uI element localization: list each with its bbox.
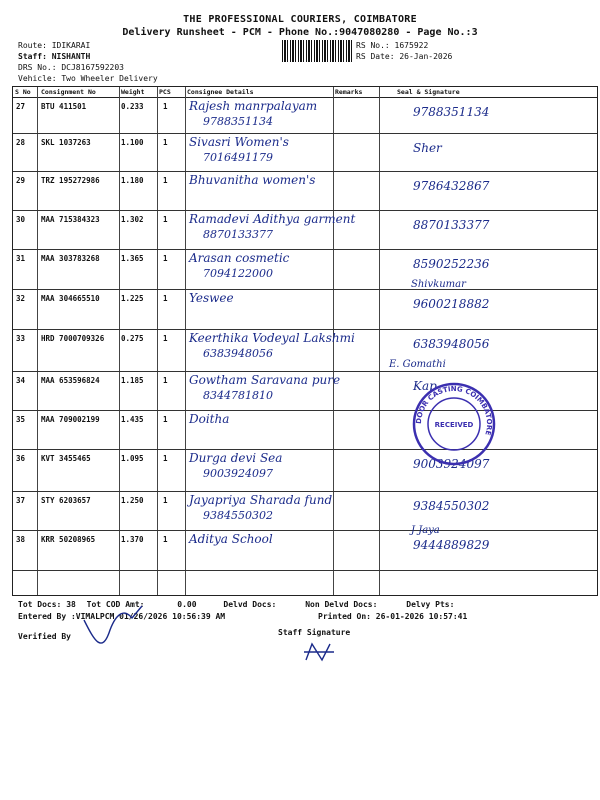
table-row (13, 371, 597, 411)
recipient-signature: 9788351134 (413, 105, 490, 119)
weight-value: 0.275 (121, 334, 144, 343)
col-weight: Weight (121, 88, 145, 96)
serial-number: 32 (16, 294, 26, 303)
consignee-phone-handwriting: 6383948056 (203, 347, 273, 360)
recipient-signature: 8590252236 (413, 257, 490, 271)
tot-cod-value: 0.00 (177, 600, 197, 609)
consignment-number: MAA 304665510 (41, 294, 100, 303)
consignee-phone-handwriting: 8870133377 (203, 228, 273, 241)
consignee-phone-handwriting: 9003924097 (203, 467, 273, 480)
recipient-signature: 8870133377 (413, 218, 490, 232)
stamp-outer-text: DOOR CASTING COIMBATORE (414, 384, 494, 437)
table-row (13, 530, 597, 571)
recipient-signature: 9600218882 (413, 297, 490, 311)
vehicle-line (18, 74, 158, 83)
pcs-value: 1 (163, 254, 168, 263)
recipient-signature: Sher (413, 141, 442, 155)
staff-signature-mark (300, 640, 340, 664)
weight-value: 1.100 (121, 138, 144, 147)
consignment-number: STY 6203657 (41, 496, 91, 505)
consignee-phone-handwriting: 8344781810 (203, 389, 273, 402)
consignee-handwriting: Jayapriya Sharada fund (189, 493, 333, 507)
signature-row-37: J Jaya (411, 525, 440, 536)
entered-by: Entered By :VIMALPCM 01/26/2026 10:56:39 AM (18, 612, 226, 621)
serial-number: 35 (16, 415, 26, 424)
company-title: THE PROFESSIONAL COURIERS, COIMBATORE (183, 14, 417, 25)
staff-signature-label: Staff Signature (278, 628, 351, 637)
consignment-number: TRZ 195272986 (41, 176, 100, 185)
route-line (18, 41, 90, 50)
table-row (13, 171, 597, 211)
pcs-value: 1 (163, 334, 168, 343)
weight-value: 1.250 (121, 496, 144, 505)
barcode (282, 40, 352, 62)
tot-cod-label: Tot COD Amt: (86, 600, 145, 609)
recipient-signature: 6383948056 (413, 337, 490, 351)
pcs-value: 1 (163, 138, 168, 147)
pcs-value: 1 (163, 102, 168, 111)
consignee-handwriting: Durga devi Sea (189, 451, 283, 465)
consignment-number: KRR 50208965 (41, 535, 96, 544)
non-delvd-docs-label: Non Delvd Docs: (305, 600, 378, 609)
consignee-handwriting: Bhuvanitha women's (189, 173, 316, 187)
weight-value: 1.225 (121, 294, 144, 303)
rs-no-value: 1675922 (394, 41, 429, 50)
table-row (13, 133, 597, 172)
table-row (13, 289, 597, 330)
table-row (13, 491, 597, 531)
rs-no-label: RS No.: (356, 41, 390, 50)
serial-number: 37 (16, 496, 26, 505)
weight-value: 1.370 (121, 535, 144, 544)
col-seal-signature: Seal & Signature (397, 88, 460, 96)
serial-number: 38 (16, 535, 26, 544)
consignment-number: HRD 7000709326 (41, 334, 105, 343)
recipient-signature: Kap (413, 379, 437, 393)
runsheet-subtitle: Delivery Runsheet - PCM - Phone No.:9047080280 - Page No.:3 (122, 27, 478, 38)
col-consignee: Consignee Details (187, 88, 254, 96)
serial-number: 36 (16, 454, 26, 463)
weight-value: 0.233 (121, 102, 144, 111)
pcs-value: 1 (163, 294, 168, 303)
seal-stamp (412, 382, 496, 466)
route-label: Route: (18, 41, 47, 50)
pcs-value: 1 (163, 454, 168, 463)
signature-row-33: E. Gomathi (389, 359, 446, 370)
serial-number: 31 (16, 254, 26, 263)
table-row (13, 210, 597, 250)
weight-value: 1.435 (121, 415, 144, 424)
consignee-phone-handwriting: 9788351134 (203, 115, 273, 128)
delivery-table (12, 86, 598, 596)
consignee-handwriting: Arasan cosmetic (189, 251, 290, 265)
drs-value: DCJ8167592203 (61, 63, 124, 72)
consignee-phone-handwriting: 7094122000 (203, 267, 273, 280)
recipient-signature: 9384550302 (413, 499, 490, 513)
pcs-value: 1 (163, 215, 168, 224)
table-row (13, 249, 597, 290)
rs-no-line (356, 41, 428, 50)
pcs-value: 1 (163, 535, 168, 544)
printed-on: Printed On: 26-01-2026 10:57:41 (318, 612, 468, 621)
consignment-number: MAA 653596824 (41, 376, 100, 385)
staff-value: NISHANTH (51, 52, 91, 61)
pcs-value: 1 (163, 415, 168, 424)
consignee-handwriting: Gowtham Saravana pure (189, 373, 341, 387)
col-sno: S No (15, 88, 31, 96)
col-remarks: Remarks (335, 88, 363, 96)
staff-label: Staff: (18, 52, 47, 61)
consignee-handwriting: Doitha (189, 412, 230, 426)
consignment-number: SKL 1037263 (41, 138, 91, 147)
pcs-value: 1 (163, 496, 168, 505)
serial-number: 27 (16, 102, 26, 111)
route-value: IDIKARAI (51, 41, 91, 50)
consignee-handwriting: Rajesh manrpalayam (189, 99, 318, 113)
stamp-inner-text: RECEIVED (434, 421, 474, 429)
consignee-handwriting: Sivasri Women's (189, 135, 289, 149)
consignee-handwriting: Keerthika Vodeyal Lakshmi (189, 331, 355, 345)
table-row (13, 97, 597, 134)
verifier-signature (80, 600, 150, 660)
consignment-number: KVT 3455465 (41, 454, 91, 463)
rs-date-label: RS Date: (356, 52, 395, 61)
serial-number: 29 (16, 176, 26, 185)
col-consignment: Consignment No (41, 88, 96, 96)
consignee-handwriting: Ramadevi Adithya garment (189, 212, 356, 226)
verified-by-label: Verified By (18, 632, 71, 641)
table-row (13, 410, 597, 450)
staff-line (18, 52, 90, 61)
tot-docs-label: Tot Docs: (18, 600, 62, 609)
serial-number: 34 (16, 376, 26, 385)
serial-number: 33 (16, 334, 26, 343)
consignment-number: MAA 715384323 (41, 215, 100, 224)
serial-number: 28 (16, 138, 26, 147)
tot-docs-value: 38 (66, 600, 76, 609)
weight-value: 1.302 (121, 215, 144, 224)
consignment-number: MAA 303783268 (41, 254, 100, 263)
table-row (13, 329, 597, 372)
delvd-docs-label: Delvd Docs: (223, 600, 277, 609)
vehicle-value: Two Wheeler Delivery (61, 74, 158, 83)
weight-value: 1.095 (121, 454, 144, 463)
pcs-value: 1 (163, 376, 168, 385)
weight-value: 1.365 (121, 254, 144, 263)
serial-number: 30 (16, 215, 26, 224)
consignee-handwriting: Yeswee (189, 291, 234, 305)
rs-date-value: 26-Jan-2026 (399, 52, 453, 61)
recipient-signature: 9786432867 (413, 179, 490, 193)
recipient-signature: 9444889829 (413, 538, 490, 552)
drs-label: DRS No.: (18, 63, 57, 72)
weight-value: 1.185 (121, 376, 144, 385)
consignment-number: BTU 411501 (41, 102, 87, 111)
signature-note: Shivkumar (411, 279, 466, 290)
consignee-handwriting: Aditya School (189, 532, 273, 546)
consignment-number: MAA 709002199 (41, 415, 100, 424)
pcs-value: 1 (163, 176, 168, 185)
weight-value: 1.180 (121, 176, 144, 185)
drs-line (18, 63, 124, 72)
col-pcs: PCS (159, 88, 171, 96)
consignee-phone-handwriting: 7016491179 (203, 151, 273, 164)
rs-date-line (356, 52, 452, 61)
vehicle-label: Vehicle: (18, 74, 57, 83)
delvy-pts-label: Delvy Pts: (406, 600, 455, 609)
table-row (13, 449, 597, 492)
consignee-phone-handwriting: 9384550302 (203, 509, 273, 522)
recipient-signature: 9003924097 (413, 457, 490, 471)
